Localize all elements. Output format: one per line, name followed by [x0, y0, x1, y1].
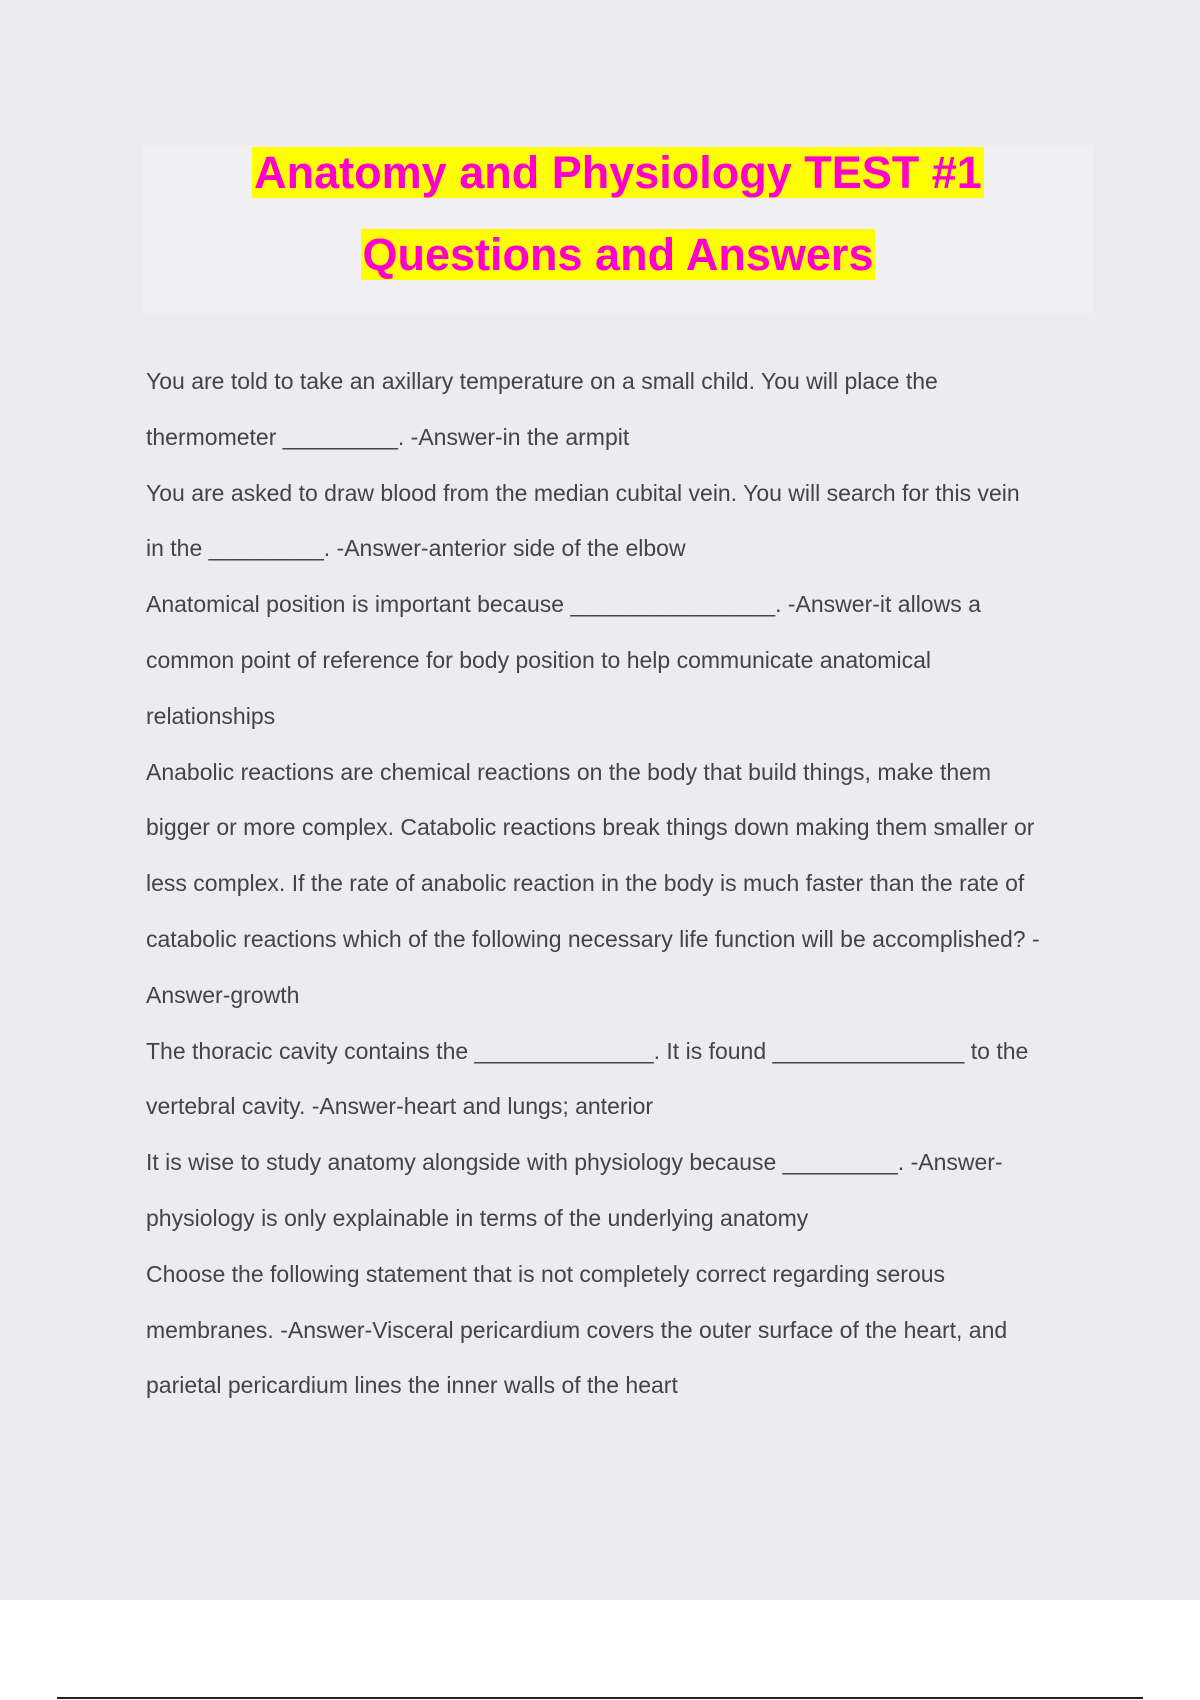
title-line-1-text: Anatomy and Physiology TEST #1	[254, 147, 982, 198]
title-line-2-text: Questions and Answers	[362, 229, 874, 280]
text-line: membranes. -Answer-Visceral pericardium covers the outer surface of the heart, and	[146, 1316, 1008, 1343]
page-bottom-rule	[57, 1697, 1143, 1699]
text-line: catabolic reactions which of the following necessary life function will be accomplished? -	[146, 925, 1040, 952]
title-block	[143, 145, 1093, 313]
text-line: You are told to take an axillary temperature on a small child. You will place the	[146, 368, 938, 394]
text-line: physiology is only explainable in terms of the underlying anatomy	[146, 1204, 809, 1231]
text-line: Answer-growth	[146, 981, 300, 1008]
qa-content	[146, 354, 1106, 1414]
text-line: You are asked to draw blood from the median cubital vein. You will search for this vein	[146, 479, 1020, 506]
text-line: The thoracic cavity contains the ______________. It is found _______________ to the	[146, 1037, 1029, 1064]
title-line-2	[143, 227, 1093, 283]
text-line: common point of reference for body position to help communicate anatomical	[146, 646, 931, 673]
text-line: Choose the following statement that is not completely correct regarding serous	[146, 1260, 946, 1287]
text-line: relationships	[146, 702, 276, 729]
text-line: less complex. If the rate of anabolic reaction in the body is much faster than the rate of	[146, 870, 1025, 897]
text-line: Anabolic reactions are chemical reactions on the body that build things, make them	[146, 758, 992, 785]
text-line: in the _________. -Answer-anterior side of the elbow	[146, 535, 686, 562]
text-line: thermometer _________. -Answer-in the armpit	[146, 423, 630, 450]
text-line: It is wise to study anatomy alongside with physiology because _________. -Answer-	[146, 1149, 1003, 1176]
text-line: vertebral cavity. -Answer-heart and lungs; anterior	[146, 1093, 654, 1120]
text-line: bigger or more complex. Catabolic reactions break things down making them smaller or	[146, 814, 1035, 841]
title-line-1	[143, 145, 1093, 201]
text-line: Anatomical position is important because ________________. -Answer-it allows a	[146, 591, 981, 618]
text-line: parietal pericardium lines the inner walls of the heart	[146, 1372, 678, 1399]
